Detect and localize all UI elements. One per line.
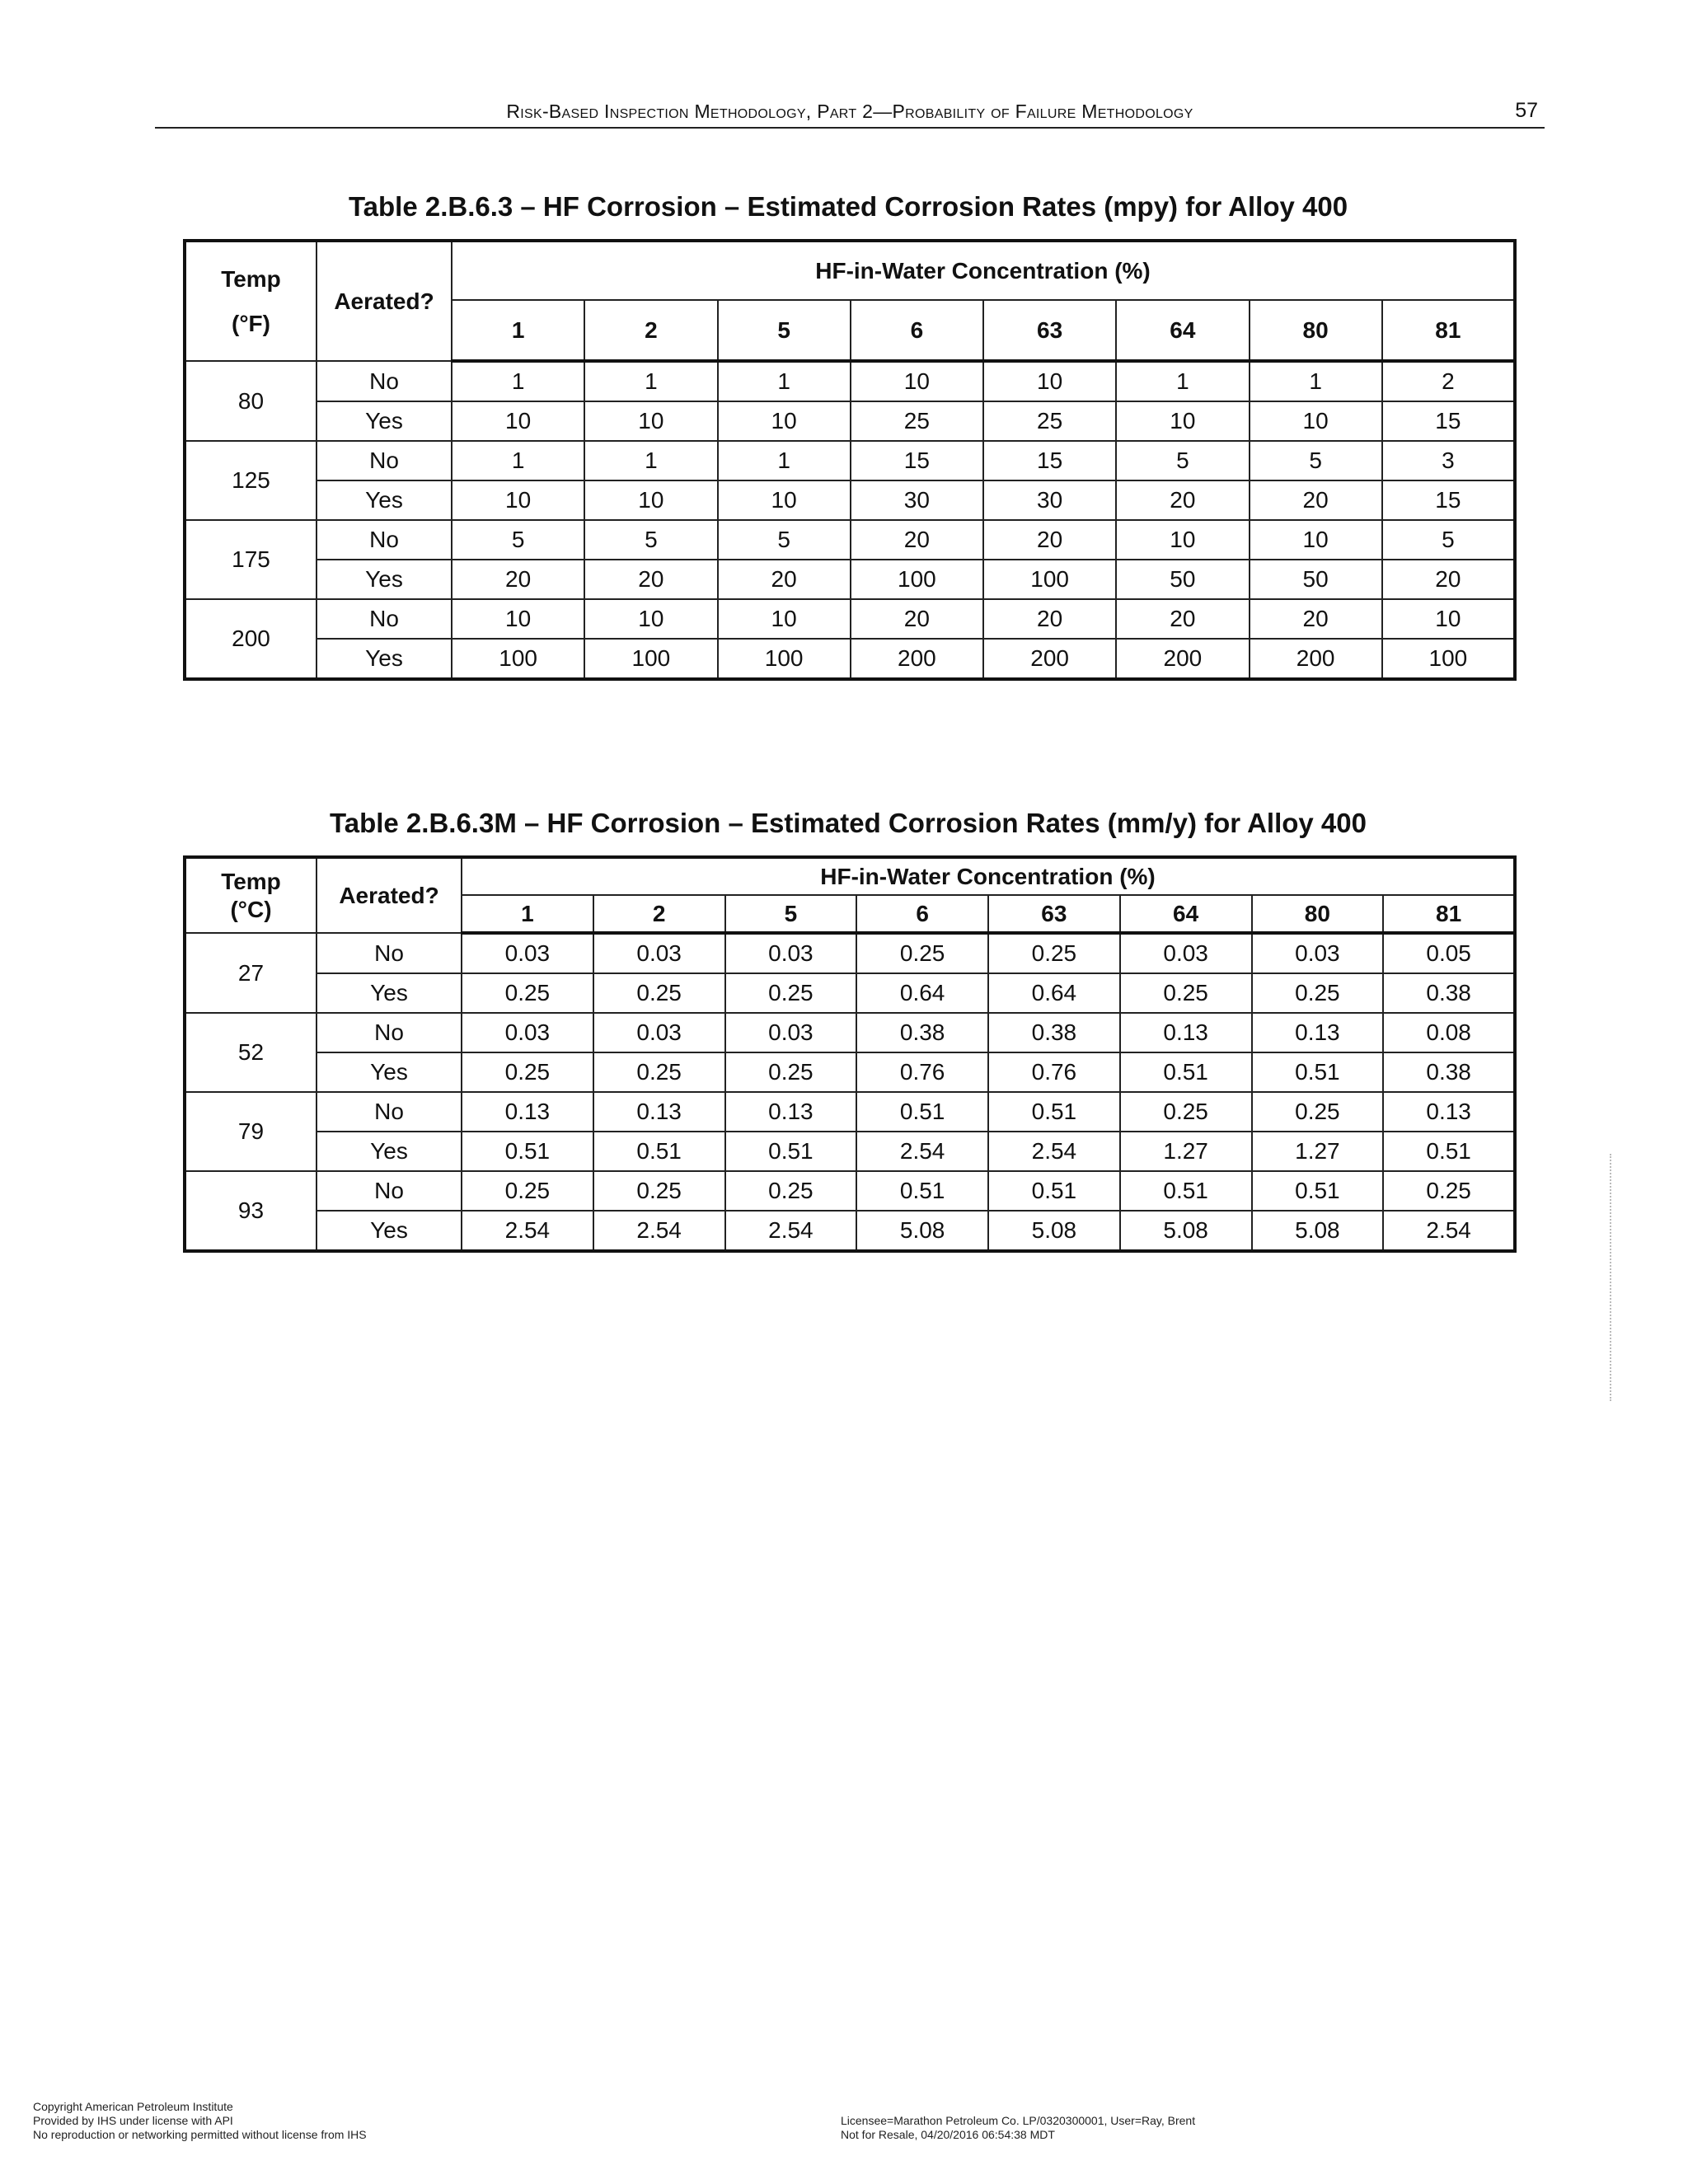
rate-cell: 0.03 xyxy=(462,1013,593,1052)
rate-cell: 20 xyxy=(718,560,851,599)
running-header xyxy=(155,97,1545,129)
rate-cell: 10 xyxy=(718,480,851,520)
rate-cell: 1 xyxy=(452,361,584,401)
table-row xyxy=(185,361,1515,401)
aerated-header: Aerated? xyxy=(316,241,452,361)
aerated-cell: Yes xyxy=(316,480,452,520)
rate-cell: 10 xyxy=(452,401,584,441)
rate-cell: 0.38 xyxy=(988,1013,1120,1052)
aerated-cell: Yes xyxy=(316,639,452,679)
concentration-header: 5 xyxy=(718,300,851,361)
rate-cell: 100 xyxy=(452,639,584,679)
rate-cell: 15 xyxy=(851,441,983,480)
rate-cell: 0.13 xyxy=(1120,1013,1252,1052)
rate-cell: 10 xyxy=(584,401,717,441)
rate-cell: 50 xyxy=(1116,560,1249,599)
rate-cell: 0.51 xyxy=(856,1171,988,1211)
rate-cell: 1.27 xyxy=(1120,1132,1252,1171)
concentration-header: 1 xyxy=(452,300,584,361)
rate-cell: 10 xyxy=(718,401,851,441)
rate-cell: 0.25 xyxy=(462,1171,593,1211)
concentration-group-header: HF-in-Water Concentration (%) xyxy=(452,241,1515,300)
rate-cell: 0.25 xyxy=(462,1052,593,1092)
table-row xyxy=(185,1013,1515,1052)
rate-cell: 0.51 xyxy=(725,1132,857,1171)
aerated-cell: No xyxy=(316,933,462,973)
rate-cell: 0.25 xyxy=(1120,973,1252,1013)
footer-left xyxy=(33,2100,367,2142)
rate-cell: 10 xyxy=(1116,401,1249,441)
rate-cell: 20 xyxy=(1116,480,1249,520)
aerated-cell: Yes xyxy=(316,1211,462,1251)
rate-cell: 0.76 xyxy=(988,1052,1120,1092)
rate-cell: 2 xyxy=(1382,361,1515,401)
table-row xyxy=(185,1052,1515,1092)
rate-cell: 25 xyxy=(851,401,983,441)
rate-cell: 10 xyxy=(584,599,717,639)
footer-line: Licensee=Marathon Petroleum Co. LP/0320300001, User=Ray, Brent xyxy=(841,2114,1196,2127)
aerated-cell: No xyxy=(316,1013,462,1052)
rate-cell: 0.38 xyxy=(1383,1052,1515,1092)
rate-cell: 0.25 xyxy=(1252,973,1384,1013)
rate-cell: 0.13 xyxy=(1252,1013,1384,1052)
rate-cell: 5.08 xyxy=(1252,1211,1384,1251)
rate-cell: 0.03 xyxy=(593,933,725,973)
rate-cell: 200 xyxy=(1250,639,1382,679)
rate-cell: 15 xyxy=(1382,480,1515,520)
rate-cell: 3 xyxy=(1382,441,1515,480)
rate-cell: 2.54 xyxy=(725,1211,857,1251)
rate-cell: 15 xyxy=(983,441,1116,480)
aerated-cell: No xyxy=(316,520,452,560)
rate-cell: 0.03 xyxy=(725,1013,857,1052)
aerated-header: Aerated? xyxy=(316,857,462,933)
rate-cell: 0.51 xyxy=(988,1092,1120,1132)
rate-cell: 5.08 xyxy=(1120,1211,1252,1251)
concentration-header: 81 xyxy=(1383,895,1515,933)
rate-cell: 1 xyxy=(1116,361,1249,401)
table-row xyxy=(185,480,1515,520)
concentration-header: 80 xyxy=(1252,895,1384,933)
table-caption-mpy: Table 2.B.6.3 – HF Corrosion – Estimated Corrosion Rates (mpy) for Alloy 400 xyxy=(348,191,1348,222)
footer-line: Provided by IHS under license with API xyxy=(33,2114,233,2127)
rate-cell: 5 xyxy=(584,520,717,560)
rate-cell: 10 xyxy=(584,480,717,520)
aerated-cell: No xyxy=(316,361,452,401)
rate-cell: 0.64 xyxy=(988,973,1120,1013)
rate-cell: 5 xyxy=(1116,441,1249,480)
rate-cell: 0.13 xyxy=(462,1092,593,1132)
rate-cell: 1 xyxy=(452,441,584,480)
rate-cell: 30 xyxy=(983,480,1116,520)
rate-cell: 10 xyxy=(718,599,851,639)
temp-header-label: Temp xyxy=(221,265,281,292)
temp-cell: 93 xyxy=(185,1171,316,1251)
rate-cell: 1 xyxy=(1250,361,1382,401)
aerated-cell: Yes xyxy=(316,1132,462,1171)
rate-cell: 100 xyxy=(851,560,983,599)
rate-cell: 1 xyxy=(718,361,851,401)
temp-header xyxy=(185,857,316,933)
rate-cell: 0.03 xyxy=(593,1013,725,1052)
rate-cell: 2.54 xyxy=(988,1132,1120,1171)
rate-cell: 0.13 xyxy=(593,1092,725,1132)
temp-cell: 200 xyxy=(185,599,316,679)
table-row xyxy=(185,973,1515,1013)
aerated-cell: No xyxy=(316,599,452,639)
table-row xyxy=(185,441,1515,480)
rate-cell: 2.54 xyxy=(593,1211,725,1251)
rate-cell: 0.03 xyxy=(462,933,593,973)
rate-cell: 0.25 xyxy=(593,973,725,1013)
corrosion-rate-table-mpy xyxy=(183,239,1517,681)
edge-marks xyxy=(1610,1154,1616,1401)
rate-cell: 0.51 xyxy=(1252,1052,1384,1092)
rate-cell: 20 xyxy=(1250,480,1382,520)
rate-cell: 5 xyxy=(1250,441,1382,480)
concentration-header: 63 xyxy=(988,895,1120,933)
concentration-header: 1 xyxy=(462,895,593,933)
rate-cell: 5 xyxy=(718,520,851,560)
rate-cell: 10 xyxy=(1116,520,1249,560)
rate-cell: 100 xyxy=(584,639,717,679)
table-caption-mmy: Table 2.B.6.3M – HF Corrosion – Estimated Corrosion Rates (mm/y) for Alloy 400 xyxy=(330,808,1367,838)
rate-cell: 0.64 xyxy=(856,973,988,1013)
rate-cell: 25 xyxy=(983,401,1116,441)
rate-cell: 1.27 xyxy=(1252,1132,1384,1171)
temp-header-unit: (°C) xyxy=(230,896,272,922)
rate-cell: 20 xyxy=(1116,599,1249,639)
rate-cell: 1 xyxy=(584,441,717,480)
rate-cell: 1 xyxy=(718,441,851,480)
rate-cell: 0.25 xyxy=(593,1171,725,1211)
rate-cell: 20 xyxy=(1382,560,1515,599)
concentration-header: 81 xyxy=(1382,300,1515,361)
rate-cell: 5.08 xyxy=(856,1211,988,1251)
rate-cell: 0.51 xyxy=(856,1092,988,1132)
aerated-cell: No xyxy=(316,1092,462,1132)
rate-cell: 0.38 xyxy=(1383,973,1515,1013)
temp-cell: 52 xyxy=(185,1013,316,1092)
rate-cell: 0.51 xyxy=(593,1132,725,1171)
footer-line: Not for Resale, 04/20/2016 06:54:38 MDT xyxy=(841,2128,1055,2141)
footer-line: No reproduction or networking permitted without license from IHS xyxy=(33,2128,367,2141)
rate-cell: 20 xyxy=(983,599,1116,639)
table-row xyxy=(185,1092,1515,1132)
concentration-header: 63 xyxy=(983,300,1116,361)
temp-cell: 27 xyxy=(185,933,316,1013)
rate-cell: 0.25 xyxy=(462,973,593,1013)
aerated-cell: Yes xyxy=(316,560,452,599)
rate-cell: 20 xyxy=(452,560,584,599)
corrosion-rate-table-mmy xyxy=(183,855,1517,1253)
rate-cell: 0.51 xyxy=(1252,1171,1384,1211)
rate-cell: 0.05 xyxy=(1383,933,1515,973)
concentration-header: 80 xyxy=(1250,300,1382,361)
rate-cell: 20 xyxy=(851,599,983,639)
footer-line: Copyright American Petroleum Institute xyxy=(33,2100,233,2113)
rate-cell: 10 xyxy=(1382,599,1515,639)
running-title: Risk-Based Inspection Methodology, Part 2—Probability of Failure Methodology xyxy=(506,101,1193,122)
rate-cell: 100 xyxy=(1382,639,1515,679)
rate-cell: 30 xyxy=(851,480,983,520)
rate-cell: 2.54 xyxy=(1383,1211,1515,1251)
rate-cell: 20 xyxy=(584,560,717,599)
concentration-header: 6 xyxy=(856,895,988,933)
rate-cell: 0.13 xyxy=(725,1092,857,1132)
rate-cell: 10 xyxy=(1250,520,1382,560)
table-row xyxy=(185,560,1515,599)
table-row xyxy=(185,401,1515,441)
aerated-cell: No xyxy=(316,1171,462,1211)
temp-header xyxy=(185,241,316,361)
concentration-header: 64 xyxy=(1120,895,1252,933)
temp-cell: 175 xyxy=(185,520,316,599)
concentration-group-header: HF-in-Water Concentration (%) xyxy=(462,857,1515,895)
rate-cell: 0.03 xyxy=(725,933,857,973)
table-row xyxy=(185,1171,1515,1211)
rate-cell: 0.51 xyxy=(462,1132,593,1171)
rate-cell: 200 xyxy=(983,639,1116,679)
rate-cell: 0.25 xyxy=(1383,1171,1515,1211)
rate-cell: 100 xyxy=(718,639,851,679)
table-row xyxy=(185,1132,1515,1171)
rate-cell: 0.25 xyxy=(725,973,857,1013)
rate-cell: 0.76 xyxy=(856,1052,988,1092)
rate-cell: 20 xyxy=(1250,599,1382,639)
concentration-header: 2 xyxy=(593,895,725,933)
temp-header-unit: (°F) xyxy=(232,310,270,336)
temp-cell: 79 xyxy=(185,1092,316,1171)
rate-cell: 10 xyxy=(851,361,983,401)
rate-cell: 0.03 xyxy=(1252,933,1384,973)
rate-cell: 0.25 xyxy=(856,933,988,973)
table-row xyxy=(185,599,1515,639)
rate-cell: 0.25 xyxy=(1252,1092,1384,1132)
rate-cell: 10 xyxy=(452,599,584,639)
rate-cell: 20 xyxy=(851,520,983,560)
rate-cell: 0.25 xyxy=(725,1171,857,1211)
rate-cell: 2.54 xyxy=(856,1132,988,1171)
concentration-header: 6 xyxy=(851,300,983,361)
rate-cell: 0.13 xyxy=(1383,1092,1515,1132)
aerated-cell: Yes xyxy=(316,1052,462,1092)
concentration-header: 5 xyxy=(725,895,857,933)
rate-cell: 2.54 xyxy=(462,1211,593,1251)
rate-cell: 15 xyxy=(1382,401,1515,441)
rate-cell: 50 xyxy=(1250,560,1382,599)
rate-cell: 5 xyxy=(452,520,584,560)
table-row xyxy=(185,639,1515,679)
aerated-cell: No xyxy=(316,441,452,480)
rate-cell: 200 xyxy=(1116,639,1249,679)
rate-cell: 0.25 xyxy=(988,933,1120,973)
rate-cell: 0.25 xyxy=(725,1052,857,1092)
aerated-cell: Yes xyxy=(316,401,452,441)
rate-cell: 0.03 xyxy=(1120,933,1252,973)
header-row xyxy=(185,241,1515,300)
rate-cell: 0.51 xyxy=(1120,1052,1252,1092)
rate-cell: 10 xyxy=(983,361,1116,401)
temp-header-label: Temp xyxy=(221,868,281,894)
table-row xyxy=(185,520,1515,560)
rate-cell: 0.25 xyxy=(593,1052,725,1092)
rate-cell: 5 xyxy=(1382,520,1515,560)
concentration-header: 2 xyxy=(584,300,717,361)
rate-cell: 100 xyxy=(983,560,1116,599)
rate-cell: 5.08 xyxy=(988,1211,1120,1251)
rate-cell: 20 xyxy=(983,520,1116,560)
rate-cell: 1 xyxy=(584,361,717,401)
temp-cell: 125 xyxy=(185,441,316,520)
rate-cell: 0.08 xyxy=(1383,1013,1515,1052)
rate-cell: 0.51 xyxy=(1383,1132,1515,1171)
page-number: 57 xyxy=(1515,99,1538,122)
rate-cell: 0.51 xyxy=(988,1171,1120,1211)
footer-right xyxy=(841,2114,1195,2142)
concentration-header: 64 xyxy=(1116,300,1249,361)
temp-cell: 80 xyxy=(185,361,316,441)
table-row xyxy=(185,1211,1515,1251)
rate-cell: 200 xyxy=(851,639,983,679)
rate-cell: 0.25 xyxy=(1120,1092,1252,1132)
table-row xyxy=(185,933,1515,973)
header-row xyxy=(185,857,1515,895)
rate-cell: 0.38 xyxy=(856,1013,988,1052)
aerated-cell: Yes xyxy=(316,973,462,1013)
rate-cell: 10 xyxy=(452,480,584,520)
rate-cell: 0.51 xyxy=(1120,1171,1252,1211)
rate-cell: 10 xyxy=(1250,401,1382,441)
